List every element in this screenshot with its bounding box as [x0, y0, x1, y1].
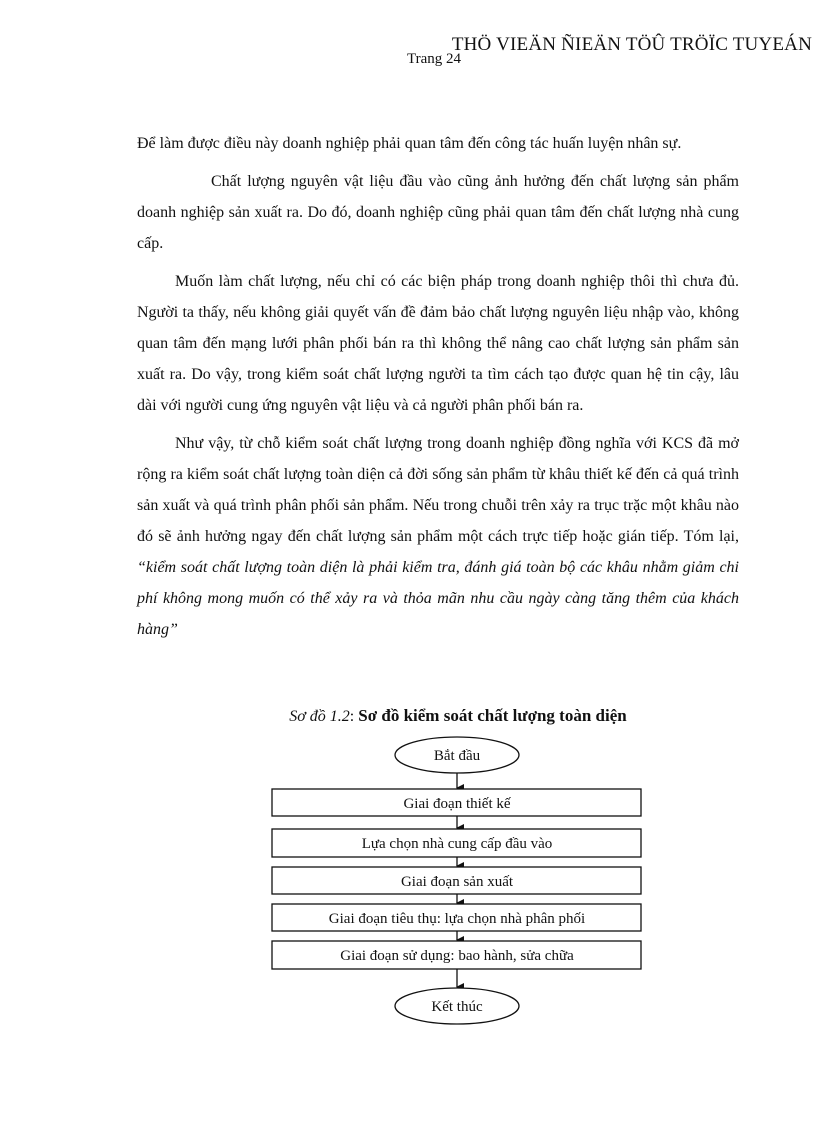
step-usage-label: Giai đoạn sử dụng: bao hành, sửa chữa	[340, 948, 574, 964]
page-number: Trang 24	[406, 51, 462, 67]
diagram-label: Sơ đồ 1.2	[289, 708, 350, 725]
end-label: Kết thúc	[431, 999, 483, 1015]
caption-separator: :	[349, 708, 359, 725]
paragraph-1: Để làm được điều này doanh nghiệp phải quan tâm đến công tác huấn luyện nhân sự.	[137, 135, 682, 152]
start-label: Bắt đầu	[433, 748, 481, 764]
site-title: THÖ VIEÄN ÑIEÄN TÖÛ TRÖÏC TUYEÁN	[451, 34, 812, 55]
diagram-title: Sơ đồ kiểm soát chất lượng toàn diện	[358, 706, 627, 725]
paragraph-3: Muốn làm chất lượng, nếu chỉ có các biện pháp trong doanh nghiệp thôi thì chưa đủ. Người ta thấy, nếu không giải quyết vấn đề đảm bảo chất lượng nguyên liệu nhập vào, không quan tâm đến mạng lưới phân phối bán ra thì không thể nâng cao chất lượng sản phẩm sản xuất ra. Do vậy, trong kiểm soát chất lượng người ta tìm cách tạo được quan hệ tin cậy, lâu dài với người cung ứng nguyên vật liệu và cả người phân phối bán ra.	[137, 273, 739, 414]
step-supplier-label: Lựa chọn nhà cung cấp đầu vào	[361, 836, 553, 852]
definition-quote: “kiểm soát chất lượng toàn diện là phải kiểm tra, đánh giá toàn bộ các khâu nhằm giảm chi phí không mong muốn có thể xảy ra và thỏa mãn nhu cầu ngày càng tăng thêm của khách hàng”	[137, 559, 739, 638]
step-design-label: Giai đoạn thiết kế	[403, 796, 511, 812]
paragraph-2: Chất lượng nguyên vật liệu đầu vào cũng ảnh hưởng đến chất lượng sản phẩm doanh nghiệp sản xuất ra. Do đó, doanh nghiệp cũng phải quan tâm đến chất lượng nhà cung cấp.	[137, 173, 739, 252]
paragraph-4-text: Như vậy, từ chỗ kiểm soát chất lượng trong doanh nghiệp đồng nghĩa với KCS đã mở rộng ra kiểm soát chất lượng toàn diện cả đời sống sản phẩm từ khâu thiết kế đến cả quá trình sản xuất và quá trình phân phối sản phẩm. Nếu trong chuỗi trên xảy ra trục trặc một khâu nào đó sẽ ảnh hưởng ngay đến chất lượng sản phẩm một cách trực tiếp hoặc gián tiếp. Tóm lại,	[137, 435, 739, 545]
step-production-label: Giai đoạn sản xuất	[400, 874, 514, 890]
step-distribution-label: Giai đoạn tiêu thụ: lựa chọn nhà phân phối	[328, 911, 586, 927]
